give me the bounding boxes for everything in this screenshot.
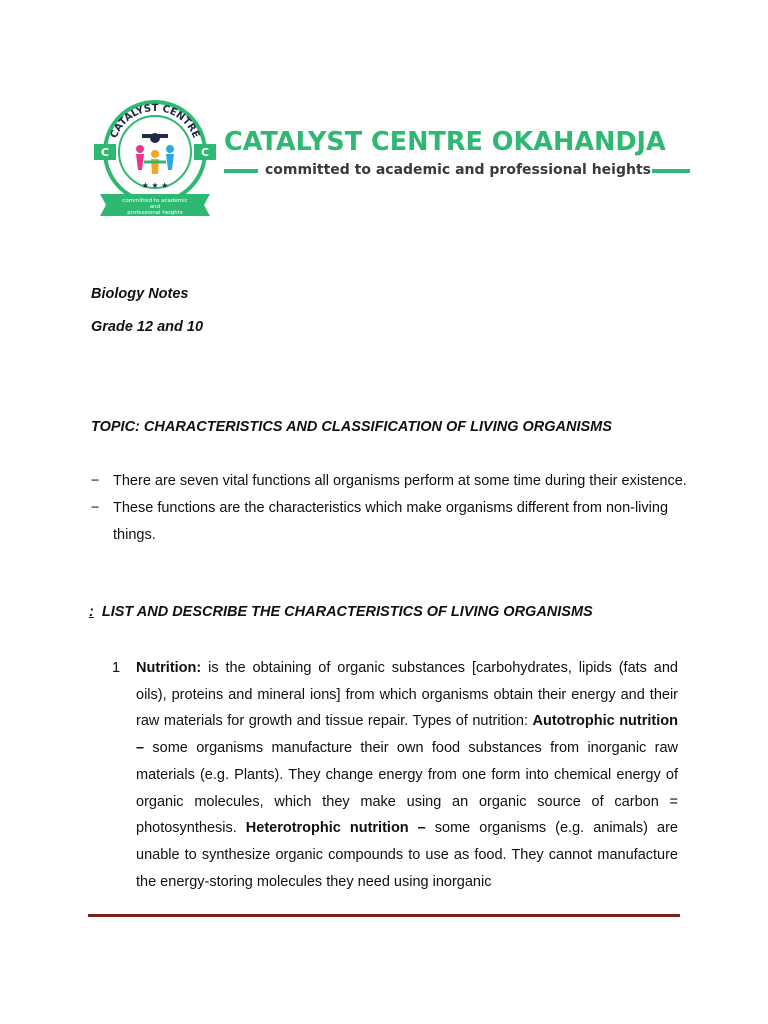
seal-letter-right: C: [200, 146, 210, 159]
section-marker: :: [89, 604, 94, 620]
tagline-row: [224, 162, 690, 180]
intro-bullet-list: [91, 468, 691, 549]
item-number: 1: [112, 660, 121, 676]
grade-label: Grade 12 and 10: [91, 319, 204, 335]
seal-top-text: CATALYST CENTRE: [108, 102, 202, 140]
list-item: [91, 468, 691, 495]
brand-title: CATALYST CENTRE OKAHANDJA: [224, 127, 666, 157]
term-heterotrophic: Heterotrophic nutrition –: [245, 820, 426, 837]
section-heading-text: LIST AND DESCRIBE THE CHARACTERISTICS OF LIVING ORGANISMS: [101, 604, 593, 620]
footer-rule: [88, 914, 680, 917]
list-item: [91, 495, 691, 549]
bullet-dash: −: [91, 473, 100, 489]
seal-banner-line-1: committed to academic: [122, 198, 188, 204]
tagline: committed to academic and professional heights: [264, 162, 651, 178]
seal-letter-left: C: [100, 146, 110, 159]
bullet-text: These functions are the characteristics which make organisms different from non-living things.: [113, 500, 669, 543]
bullet-text: There are seven vital functions all organisms perform at some time during their existence.: [113, 473, 687, 489]
bullet-dash: −: [91, 500, 100, 516]
paragraph-text-3: some organisms (e.g. animals) are unable to synthesize organic compounds to use as food. They cannot manufacture the energy-storing molecules they need using inorganic: [136, 820, 678, 890]
seal-banner-line-2: and: [149, 204, 161, 210]
letterhead: [92, 92, 692, 220]
subject-label: Biology Notes: [91, 286, 189, 302]
paragraph-text-2: some organisms manufacture their own food substances from inorganic raw materials (e.g. Plants). They change energy from one form into chemical energy of organic molecules, which they make using an organic source of carbon = photosynthesis.: [136, 740, 678, 837]
term-autotrophic: Autotrophic nutrition –: [136, 713, 678, 757]
section-heading: [89, 604, 593, 620]
tagline-rule-right: [652, 169, 690, 173]
term-nutrition: Nutrition:: [136, 660, 202, 676]
seal-banner-line-3: professional heights: [127, 210, 183, 216]
catalyst-centre-seal-logo: [92, 94, 218, 220]
tagline-rule-left: [224, 169, 258, 173]
seal-stars: ★ ★ ★: [141, 181, 169, 190]
paragraph-text-1: is the obtaining of organic substances [carbohydrates, lipids (fats and oils), proteins and mineral ions] from which organisms obtain their energy and their raw materials for growth and tissue repair. Types of nutrition:: [136, 660, 678, 730]
item-paragraph: [136, 655, 678, 895]
topic-heading: TOPIC: CHARACTERISTICS AND CLASSIFICATION OF LIVING ORGANISMS: [91, 419, 612, 435]
